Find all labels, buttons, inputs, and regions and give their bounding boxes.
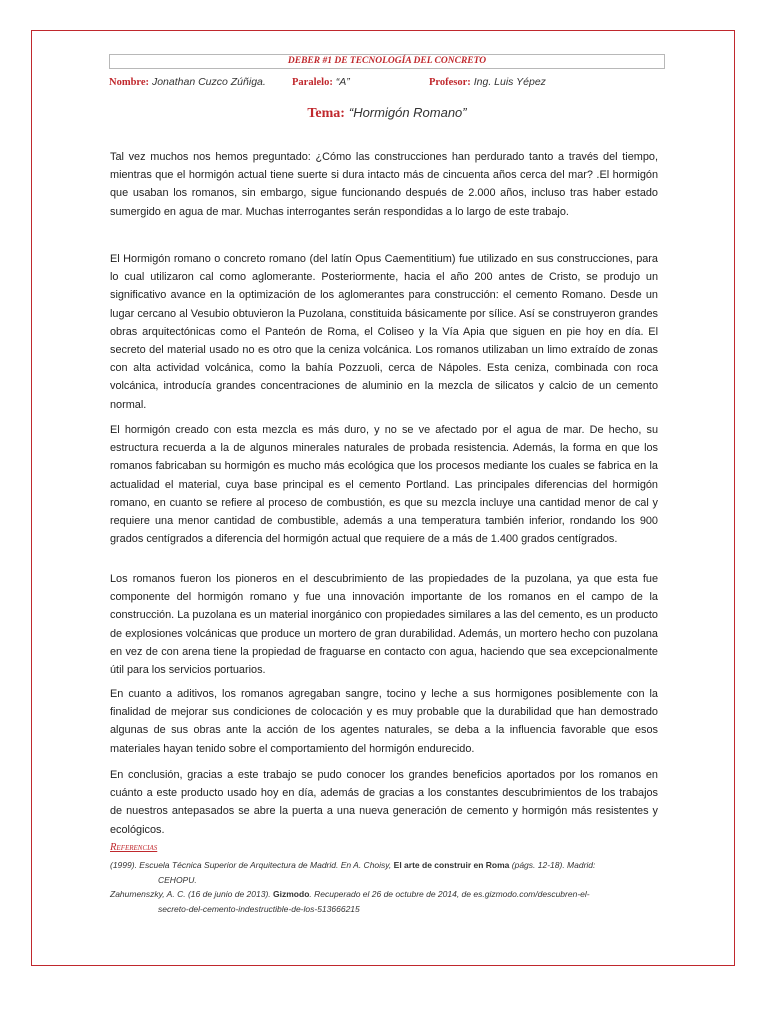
- paragraph-text: Tal vez muchos nos hemos preguntado: ¿Cómo las construcciones han perdurado tanto a través del tiempo, mientras que el hormigón actual tiene suerte si dura intacto más de cincuenta años cerca del mar? .El hormigón que usaban los romanos, sin embargo, sigue funcionando después de 2.000 años, incluso tras haber estado sumergido en agua de mar. Muchas interrogantes serán respondidas a lo largo de este trabajo.: [110, 151, 658, 218]
- paralelo-value: “A”: [335, 76, 350, 88]
- paragraph-text: En cuanto a aditivos, los romanos agregaban sangre, tocino y leche a sus hormigones posiblemente con la finalidad de mejorar sus condiciones de colocación y es muy probable que la durabilidad que han demostrado algunas de sus obras ante la acción de los agentes naturales, se deba a la influencia favorable que esos materiales hayan tenido sobre el comportamiento del hormigón endurecido.: [110, 688, 658, 755]
- reference-1-title: El arte de construir en Roma: [393, 860, 510, 870]
- paralelo-label: Paralelo:: [292, 77, 333, 88]
- reference-2: [110, 887, 658, 917]
- paragraph-3: [110, 421, 658, 548]
- nombre-field: [109, 75, 266, 90]
- reference-2-continuation: secreto-del-cemento-indestructible-de-los-513666215: [158, 904, 360, 914]
- nombre-value: Jonathan Cuzco Zúñiga.: [151, 76, 266, 88]
- profesor-field: [429, 75, 546, 90]
- paragraph-text: Los romanos fueron los pioneros en el descubrimiento de las propiedades de la puzolana, ya que esta fue componente del hormigón romano y fue una innovación importante de los romanos en el campo de la construcción. La puzolana es un material inorgánico con propiedades similares a las del cemento, es un producto de explosiones volcánicas que produce un mortero de gran durabilidad. Además, un mortero hecho con puzolana en vez de con arena tiene la propiedad de fraguarse en contacto con agua, haciendo que sea excepcionalmente útil para los servicios portuarios.: [110, 573, 658, 677]
- profesor-label: Profesor:: [429, 77, 471, 88]
- paragraph-text: El hormigón creado con esta mezcla es más duro, y no se ve afectado por el agua de mar. De hecho, su estructura recuerda a la de algunos minerales naturales de probada resistencia. Además, la forma en que los romanos fabricaban su hormigón es mucho más ecológica que los procesos mediante los cuales se fabrica en la actualidad el material, cuya base principal es el cemento Portland. Las principales diferencias del hormigón romano, en cuanto se refiere al proceso de combustión, es que su mezcla incluye una cantidad menor de cal y requiere una menor cantidad de combustible, además a una temperatura también inferior, rondando los 900 grados centígrados a diferencia del hormigón actual que requiere de a más de 1.400 grados centígrados.: [110, 424, 658, 546]
- paragraph-text: El Hormigón romano o concreto romano (del latín Opus Caementitium) fue utilizado en sus construcciones, para lo cual utilizaron cal como aglomerante. Posteriormente, hacia el año 200 antes de Cristo, se produjo un significativo avance en la optimización de los aglomerantes para construcción: el cemento Romano. Desde un lugar cercano al Vesubio obtuvieron la Puzolana, constituida básicamente por sílice. Así se construyeron grandes obras arquitectónicas como el Panteón de Roma, el Coliseo y la Vía Apia que siguen en pie hoy en día. El secreto del material usado no es otro que la ceniza volcánica. Los romanos utilizaban un limo extraído de zonas con alta actividad volcánica, como la bahía Pozzuoli, cerca de Nápoles. Esta ceniza, combinada con roca volcánica, introducía grandes concentraciones de aluminio en la mezcla de silicatos y calcio de un cemento normal.: [110, 253, 658, 411]
- paragraph-6: [110, 766, 658, 839]
- nombre-label: Nombre:: [109, 77, 150, 88]
- reference-1: [110, 858, 658, 888]
- topic-heading: [109, 103, 665, 123]
- reference-1-pre: (1999). Escuela Técnica Superior de Arquitectura de Madrid. En A. Choisy,: [110, 860, 392, 870]
- paragraph-5: [110, 685, 658, 758]
- reference-2-source: Gizmodo: [273, 889, 310, 899]
- assignment-title: DEBER #1 DE TECNOLOGÍA DEL CONCRETO: [109, 54, 665, 69]
- profesor-value: Ing. Luis Yépez: [473, 76, 546, 88]
- reference-1-continuation: CEHOPU.: [158, 875, 197, 885]
- info-row: [109, 75, 665, 89]
- reference-2-post: . Recuperado el 26 de octubre de 2014, de es.gizmodo.com/descubren-el-: [309, 889, 590, 899]
- paragraph-2: [110, 250, 658, 414]
- reference-2-pre: Zahumenszky, A. C. (16 de junio de 2013).: [110, 889, 271, 899]
- paragraph-text: En conclusión, gracias a este trabajo se pudo conocer los grandes beneficios aportados por los romanos en cuánto a este producto usado hoy en día, además de gracias a los constantes descubrimientos de los trabajos de nuestros antepasados se abre la puerta a una nueva generación de cemento y hormigón más resistentes y ecológicos.: [110, 769, 658, 836]
- references-heading: Referencias: [110, 842, 158, 853]
- paralelo-field: [292, 75, 350, 90]
- paragraph-1: [110, 148, 658, 221]
- paragraph-4: [110, 570, 658, 679]
- topic-value: “Hormigón Romano”: [348, 105, 467, 120]
- reference-1-post: (págs. 12-18). Madrid:: [511, 860, 596, 870]
- topic-label: Tema:: [307, 106, 345, 121]
